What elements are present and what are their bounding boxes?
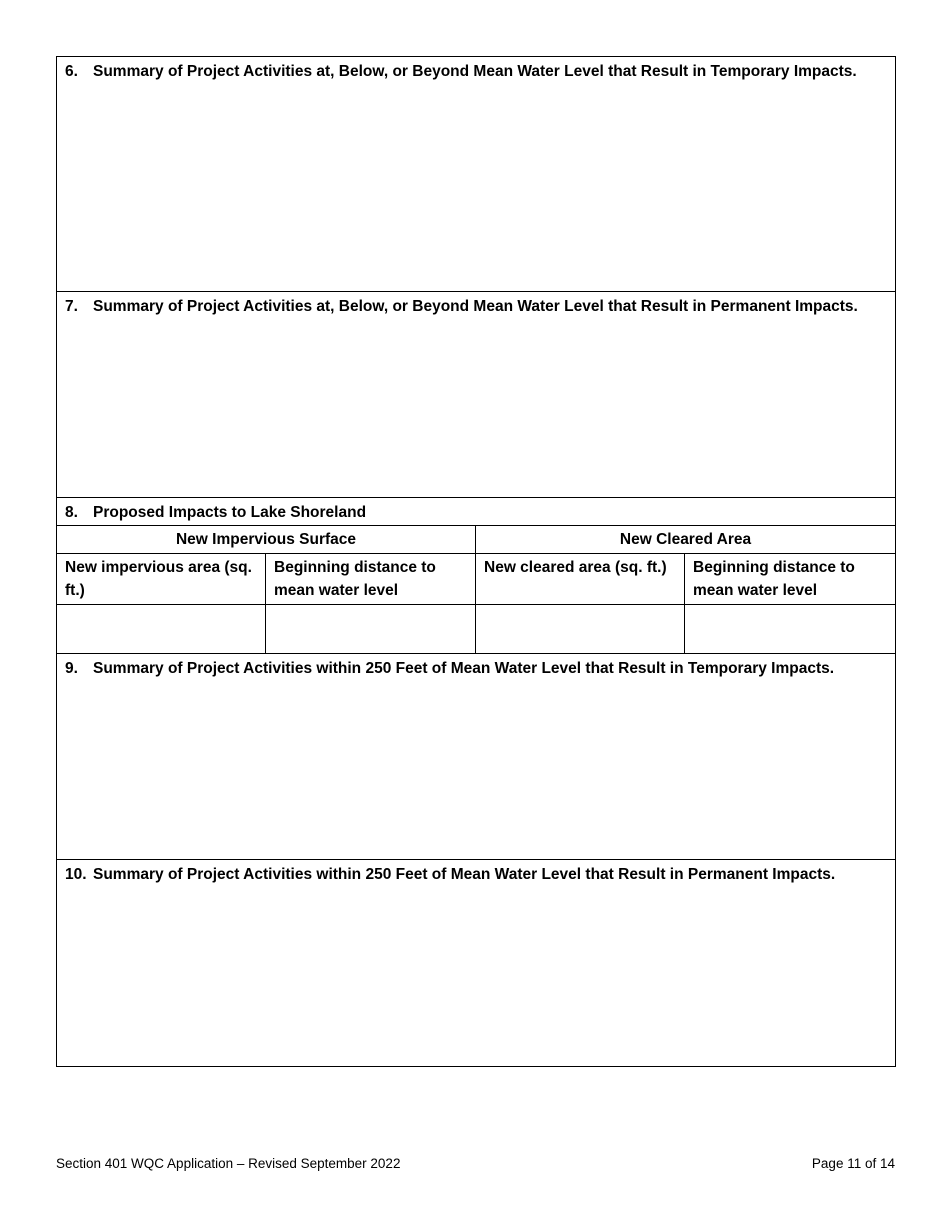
section-8-heading bbox=[65, 501, 887, 524]
section-10-number: 10. bbox=[65, 866, 87, 883]
new-cleared-area-column: New cleared area (sq. ft.) bbox=[476, 554, 685, 605]
new-cleared-area-input[interactable] bbox=[476, 605, 685, 654]
section-7-number: 7. bbox=[65, 298, 78, 315]
section-10-row bbox=[57, 860, 896, 1067]
section-7-heading bbox=[65, 295, 887, 318]
section-8-group-row bbox=[57, 526, 896, 554]
section-8-cell bbox=[57, 498, 896, 526]
section-10-cell[interactable] bbox=[57, 860, 896, 1067]
cleared-distance-input[interactable] bbox=[685, 605, 896, 654]
application-form-table bbox=[56, 56, 896, 1067]
section-9-cell[interactable] bbox=[57, 654, 896, 860]
section-6-title: Summary of Project Activities at, Below, or Beyond Mean Water Level that Result in Temporary Impacts. bbox=[93, 63, 857, 80]
new-impervious-area-input[interactable] bbox=[57, 605, 266, 654]
section-6-heading bbox=[65, 60, 887, 83]
section-10-title: Summary of Project Activities within 250 Feet of Mean Water Level that Result in Permanent Impacts. bbox=[93, 866, 836, 883]
section-10-heading bbox=[65, 863, 887, 886]
section-6-cell[interactable] bbox=[57, 57, 896, 292]
section-6-number: 6. bbox=[65, 63, 78, 80]
new-cleared-area-header: New Cleared Area bbox=[476, 526, 896, 554]
section-8-number: 8. bbox=[65, 504, 78, 521]
section-8-title: Proposed Impacts to Lake Shoreland bbox=[93, 504, 367, 521]
section-9-heading bbox=[65, 657, 887, 680]
footer-document-title: Section 401 WQC Application – Revised September 2022 bbox=[56, 1156, 401, 1171]
section-9-title: Summary of Project Activities within 250 Feet of Mean Water Level that Result in Temporary Impacts. bbox=[93, 660, 835, 677]
section-9-number: 9. bbox=[65, 660, 78, 677]
cleared-distance-column: Beginning distance to mean water level bbox=[685, 554, 896, 605]
section-7-title: Summary of Project Activities at, Below, or Beyond Mean Water Level that Result in Permanent Impacts. bbox=[93, 298, 858, 315]
section-8-column-row bbox=[57, 554, 896, 605]
page-footer bbox=[56, 1156, 895, 1171]
section-8-entry-row bbox=[57, 605, 896, 654]
section-8-row bbox=[57, 498, 896, 526]
new-impervious-area-column: New impervious area (sq. ft.) bbox=[57, 554, 266, 605]
new-impervious-surface-header: New Impervious Surface bbox=[57, 526, 476, 554]
section-9-row bbox=[57, 654, 896, 860]
impervious-distance-column: Beginning distance to mean water level bbox=[266, 554, 476, 605]
footer-page-number: Page 11 of 14 bbox=[811, 1156, 895, 1171]
section-7-row bbox=[57, 292, 896, 498]
section-6-row bbox=[57, 57, 896, 292]
impervious-distance-input[interactable] bbox=[266, 605, 476, 654]
section-7-cell[interactable] bbox=[57, 292, 896, 498]
